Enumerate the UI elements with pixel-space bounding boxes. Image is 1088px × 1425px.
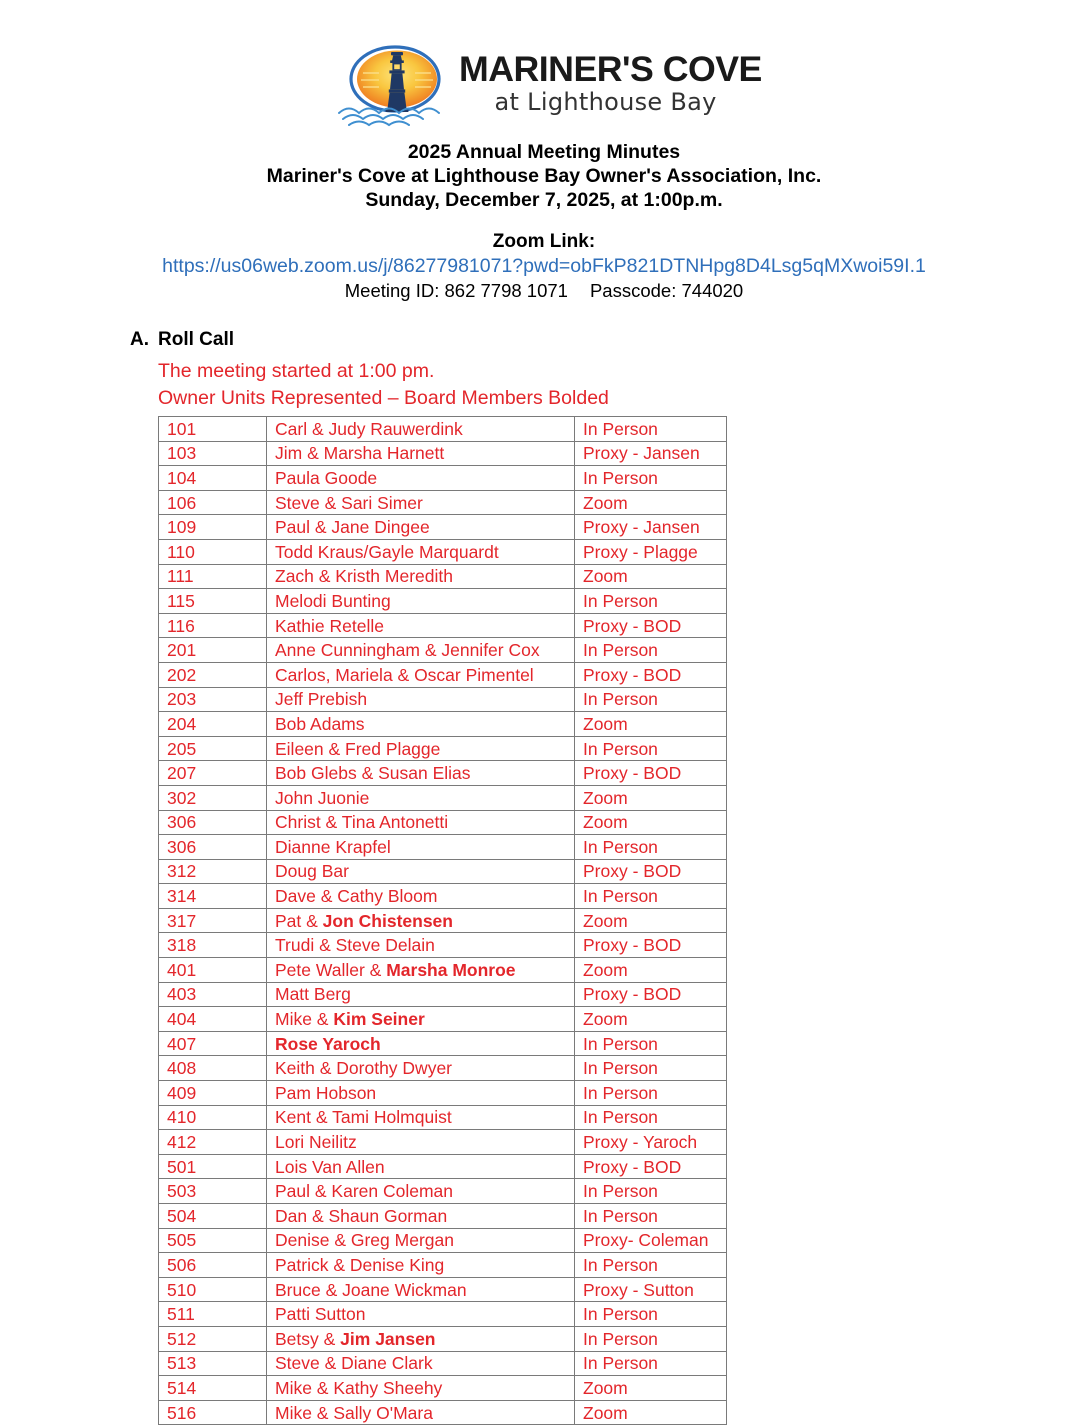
cell-unit: 511 — [159, 1302, 267, 1327]
table-row — [159, 736, 727, 761]
cell-unit: 403 — [159, 982, 267, 1007]
owner-name-plain: Lois Van Allen — [275, 1156, 385, 1177]
owner-name-board-member: Jon Chistensen — [322, 910, 453, 931]
cell-owner-name — [267, 662, 575, 687]
cell-attendance: Zoom — [575, 490, 727, 515]
cell-attendance: Zoom — [575, 908, 727, 933]
cell-owner-name — [267, 589, 575, 614]
table-row — [159, 687, 727, 712]
cell-owner-name — [267, 564, 575, 589]
cell-owner-name — [267, 884, 575, 909]
cell-attendance: Zoom — [575, 1400, 727, 1425]
owner-name-plain: Lori Neilitz — [275, 1132, 357, 1153]
cell-owner-name — [267, 1105, 575, 1130]
meeting-start-note: The meeting started at 1:00 pm. — [158, 360, 435, 382]
cell-attendance: In Person — [575, 417, 727, 442]
cell-attendance: In Person — [575, 687, 727, 712]
passcode-text: Passcode: 744020 — [589, 280, 744, 301]
cell-attendance: In Person — [575, 1326, 727, 1351]
table-row — [159, 1154, 727, 1179]
cell-owner-name — [267, 982, 575, 1007]
owner-name-plain: Denise & Greg Mergan — [275, 1230, 454, 1251]
roll-call-table — [158, 416, 727, 1425]
owner-name-plain: Trudi & Steve Delain — [275, 935, 435, 956]
cell-attendance: Zoom — [575, 712, 727, 737]
cell-owner-name — [267, 1326, 575, 1351]
cell-attendance: Zoom — [575, 564, 727, 589]
owner-name-board-member: Jim Jansen — [340, 1328, 436, 1349]
table-row — [159, 933, 727, 958]
cell-owner-name — [267, 1154, 575, 1179]
cell-attendance: Proxy - BOD — [575, 1154, 727, 1179]
cell-owner-name — [267, 1081, 575, 1106]
cell-attendance: Zoom — [575, 785, 727, 810]
cell-owner-name — [267, 441, 575, 466]
table-row — [159, 810, 727, 835]
cell-owner-name — [267, 638, 575, 663]
cell-unit: 409 — [159, 1081, 267, 1106]
logo-title: MARINER'S COVE — [458, 50, 762, 89]
table-row — [159, 1204, 727, 1229]
cell-owner-name — [267, 1302, 575, 1327]
cell-attendance: Proxy - BOD — [575, 982, 727, 1007]
cell-unit: 106 — [159, 490, 267, 515]
table-row — [159, 1326, 727, 1351]
cell-unit: 207 — [159, 761, 267, 786]
cell-owner-name — [267, 835, 575, 860]
cell-attendance: In Person — [575, 1302, 727, 1327]
cell-owner-name — [267, 1130, 575, 1155]
cell-attendance: Proxy - BOD — [575, 662, 727, 687]
cell-attendance: Proxy - BOD — [575, 859, 727, 884]
table-row — [159, 982, 727, 1007]
meeting-datetime: Sunday, December 7, 2025, at 1:00p.m. — [365, 189, 723, 211]
logo-header — [0, 0, 1088, 116]
cell-unit: 410 — [159, 1105, 267, 1130]
cell-attendance: In Person — [575, 1056, 727, 1081]
owner-name-plain: Mike & Kathy Sheehy — [275, 1377, 443, 1398]
table-row — [159, 1400, 727, 1425]
cell-owner-name — [267, 1031, 575, 1056]
owner-name-plain: Pete Waller & — [275, 959, 387, 980]
cell-unit: 407 — [159, 1031, 267, 1056]
table-row — [159, 564, 727, 589]
owner-name-plain: Matt Berg — [275, 984, 351, 1005]
section-title: Roll Call — [158, 329, 235, 350]
association-name: Mariner's Cove at Lighthouse Bay Owner's Association, Inc. — [266, 165, 822, 187]
cell-owner-name — [267, 613, 575, 638]
cell-attendance: In Person — [575, 1081, 727, 1106]
table-row — [159, 859, 727, 884]
owner-name-plain: Doug Bar — [275, 861, 349, 882]
cell-attendance: In Person — [575, 835, 727, 860]
cell-attendance: Zoom — [575, 810, 727, 835]
owner-name-plain: Pam Hobson — [275, 1082, 377, 1103]
cell-attendance: In Person — [575, 466, 727, 491]
table-row — [159, 712, 727, 737]
owner-name-plain: Carl & Judy Rauwerdink — [275, 418, 463, 439]
owner-name-plain: Dan & Shaun Gorman — [275, 1205, 448, 1226]
table-row — [159, 908, 727, 933]
owner-name-board-member: Marsha Monroe — [386, 959, 516, 980]
cell-attendance: Proxy- Coleman — [575, 1228, 727, 1253]
cell-unit: 505 — [159, 1228, 267, 1253]
cell-owner-name — [267, 1228, 575, 1253]
owner-name-plain: John Juonie — [275, 787, 370, 808]
cell-attendance: In Person — [575, 1204, 727, 1229]
cell-unit: 109 — [159, 515, 267, 540]
cell-unit: 116 — [159, 613, 267, 638]
cell-attendance: In Person — [575, 638, 727, 663]
table-row — [159, 1253, 727, 1278]
table-row — [159, 1130, 727, 1155]
cell-unit: 306 — [159, 810, 267, 835]
table-row — [159, 835, 727, 860]
cell-unit: 317 — [159, 908, 267, 933]
owner-name-plain: Steve & Diane Clark — [275, 1353, 433, 1374]
meeting-id-text: Meeting ID: 862 7798 1071 — [344, 280, 568, 301]
cell-owner-name — [267, 958, 575, 983]
table-row — [159, 761, 727, 786]
owner-name-plain: Patti Sutton — [275, 1304, 366, 1325]
table-row — [159, 466, 727, 491]
page-title: 2025 Annual Meeting Minutes — [407, 141, 681, 163]
owner-name-plain: Patrick & Denise King — [275, 1254, 445, 1275]
cell-unit: 104 — [159, 466, 267, 491]
cell-owner-name — [267, 1351, 575, 1376]
owner-name-plain: Paul & Karen Coleman — [275, 1181, 454, 1202]
owner-name-plain: Jeff Prebish — [275, 689, 368, 710]
cell-owner-name — [267, 810, 575, 835]
owner-name-plain: Carlos, Mariela & Oscar Pimentel — [275, 664, 534, 685]
mariners-cove-logo — [333, 39, 762, 131]
cell-unit: 318 — [159, 933, 267, 958]
cell-owner-name — [267, 466, 575, 491]
cell-unit: 513 — [159, 1351, 267, 1376]
table-row — [159, 1376, 727, 1401]
cell-unit: 314 — [159, 884, 267, 909]
owner-name-plain: Anne Cunningham & Jennifer Cox — [275, 640, 540, 661]
cell-owner-name — [267, 736, 575, 761]
cell-unit: 103 — [159, 441, 267, 466]
cell-attendance: In Person — [575, 1351, 727, 1376]
cell-owner-name — [267, 859, 575, 884]
cell-attendance: Proxy - BOD — [575, 761, 727, 786]
cell-unit: 204 — [159, 712, 267, 737]
cell-unit: 201 — [159, 638, 267, 663]
cell-attendance: In Person — [575, 1253, 727, 1278]
cell-owner-name — [267, 1007, 575, 1032]
owner-name-plain: Bruce & Joane Wickman — [275, 1279, 467, 1300]
zoom-link-label: Zoom Link: — [492, 231, 596, 252]
cell-unit: 408 — [159, 1056, 267, 1081]
table-row — [159, 1007, 727, 1032]
owner-name-board-member: Rose Yaroch — [275, 1033, 381, 1054]
zoom-meeting-link[interactable]: https://us06web.zoom.us/j/86277981071?pwd=obFkP821DTNHpg8D4Lsg5qMXwoi59I.1 — [162, 255, 926, 277]
cell-unit: 514 — [159, 1376, 267, 1401]
cell-unit: 312 — [159, 859, 267, 884]
cell-attendance: Proxy - Sutton — [575, 1277, 727, 1302]
cell-attendance: Proxy - Jansen — [575, 515, 727, 540]
cell-unit: 110 — [159, 539, 267, 564]
table-row — [159, 638, 727, 663]
cell-owner-name — [267, 687, 575, 712]
owner-name-plain: Dianne Krapfel — [275, 836, 391, 857]
table-row — [159, 1105, 727, 1130]
cell-owner-name — [267, 1204, 575, 1229]
table-row — [159, 417, 727, 442]
cell-owner-name — [267, 908, 575, 933]
table-row — [159, 884, 727, 909]
cell-attendance: In Person — [575, 736, 727, 761]
cell-owner-name — [267, 1277, 575, 1302]
owner-units-note: Owner Units Represented – Board Members Bolded — [158, 387, 609, 409]
cell-owner-name — [267, 1400, 575, 1425]
cell-unit: 401 — [159, 958, 267, 983]
table-row — [159, 1228, 727, 1253]
owner-name-plain: Mike & — [275, 1009, 334, 1030]
cell-unit: 203 — [159, 687, 267, 712]
table-row — [159, 515, 727, 540]
section-letter: A. — [130, 329, 149, 350]
cell-unit: 503 — [159, 1179, 267, 1204]
owner-name-plain: Melodi Bunting — [275, 590, 391, 611]
table-row — [159, 1302, 727, 1327]
table-row — [159, 958, 727, 983]
cell-owner-name — [267, 490, 575, 515]
owner-name-plain: Mike & Sally O'Mara — [275, 1402, 433, 1423]
owner-name-plain: Paula Goode — [275, 467, 378, 488]
owner-name-plain: Kent & Tami Holmquist — [275, 1107, 452, 1128]
cell-owner-name — [267, 1179, 575, 1204]
owner-name-plain: Zach & Kristh Meredith — [275, 566, 453, 587]
cell-unit: 115 — [159, 589, 267, 614]
table-row — [159, 1056, 727, 1081]
cell-owner-name — [267, 539, 575, 564]
cell-owner-name — [267, 761, 575, 786]
table-row — [159, 1351, 727, 1376]
table-row — [159, 539, 727, 564]
cell-unit: 504 — [159, 1204, 267, 1229]
owner-name-plain: Kathie Retelle — [275, 615, 384, 636]
table-row — [159, 1081, 727, 1106]
cell-unit: 302 — [159, 785, 267, 810]
cell-owner-name — [267, 1253, 575, 1278]
table-row — [159, 785, 727, 810]
cell-owner-name — [267, 515, 575, 540]
cell-attendance: In Person — [575, 589, 727, 614]
owner-name-plain: Dave & Cathy Bloom — [275, 886, 438, 907]
cell-owner-name — [267, 933, 575, 958]
cell-unit: 501 — [159, 1154, 267, 1179]
cell-unit: 111 — [159, 564, 267, 589]
cell-attendance: Proxy - BOD — [575, 933, 727, 958]
table-row — [159, 441, 727, 466]
cell-owner-name — [267, 1056, 575, 1081]
owner-name-plain: Eileen & Fred Plagge — [275, 738, 441, 759]
owner-name-plain: Paul & Jane Dingee — [275, 517, 430, 538]
cell-unit: 202 — [159, 662, 267, 687]
cell-unit: 506 — [159, 1253, 267, 1278]
table-row — [159, 1277, 727, 1302]
logo-subtitle: at Lighthouse Bay — [494, 88, 717, 116]
cell-attendance: Zoom — [575, 1007, 727, 1032]
owner-name-plain: Steve & Sari Simer — [275, 492, 423, 513]
document-header — [0, 140, 1088, 303]
cell-attendance: In Person — [575, 884, 727, 909]
logo-wordmark — [458, 50, 762, 116]
owner-name-board-member: Kim Seiner — [333, 1009, 425, 1030]
lighthouse-sunburst-logo-icon — [333, 39, 461, 131]
cell-attendance: Zoom — [575, 958, 727, 983]
cell-unit: 306 — [159, 835, 267, 860]
cell-owner-name — [267, 712, 575, 737]
cell-attendance: In Person — [575, 1031, 727, 1056]
owner-name-plain: Pat & — [275, 910, 323, 931]
cell-unit: 205 — [159, 736, 267, 761]
cell-unit: 412 — [159, 1130, 267, 1155]
section-roll-call — [0, 329, 1088, 1425]
table-row — [159, 662, 727, 687]
owner-name-plain: Bob Glebs & Susan Elias — [275, 763, 471, 784]
cell-owner-name — [267, 1376, 575, 1401]
cell-attendance: Proxy - Jansen — [575, 441, 727, 466]
table-row — [159, 613, 727, 638]
owner-name-plain: Todd Kraus/Gayle Marquardt — [275, 541, 499, 562]
cell-attendance: Proxy - Plagge — [575, 539, 727, 564]
cell-owner-name — [267, 785, 575, 810]
owner-name-plain: Bob Adams — [275, 713, 365, 734]
cell-unit: 516 — [159, 1400, 267, 1425]
cell-attendance: Proxy - Yaroch — [575, 1130, 727, 1155]
cell-unit: 512 — [159, 1326, 267, 1351]
owner-name-plain: Christ & Tina Antonetti — [275, 812, 449, 833]
table-row — [159, 589, 727, 614]
owner-name-plain: Jim & Marsha Harnett — [275, 443, 445, 464]
roll-call-table-body — [159, 417, 727, 1425]
cell-attendance: In Person — [575, 1105, 727, 1130]
table-row — [159, 490, 727, 515]
owner-name-plain: Keith & Dorothy Dwyer — [275, 1058, 453, 1079]
table-row — [159, 1031, 727, 1056]
owner-name-plain: Betsy & — [275, 1328, 341, 1349]
cell-owner-name — [267, 417, 575, 442]
table-row — [159, 1179, 727, 1204]
meeting-id-line — [0, 279, 1088, 303]
cell-attendance: Zoom — [575, 1376, 727, 1401]
cell-attendance: Proxy - BOD — [575, 613, 727, 638]
cell-unit: 101 — [159, 417, 267, 442]
cell-attendance: In Person — [575, 1179, 727, 1204]
section-heading-roll-call — [130, 329, 1088, 351]
cell-unit: 404 — [159, 1007, 267, 1032]
cell-unit: 510 — [159, 1277, 267, 1302]
